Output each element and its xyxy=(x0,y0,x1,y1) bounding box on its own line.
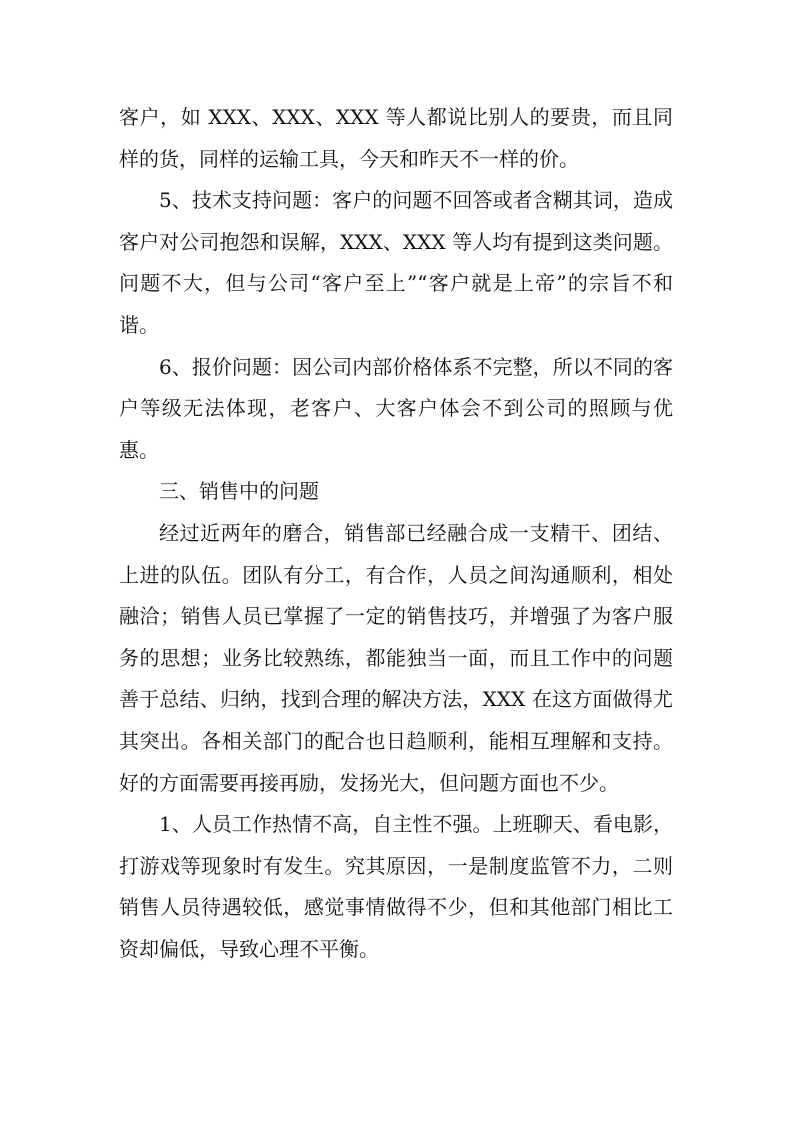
paragraph-staff-motivation-issue: 1、人员工作热情不高，自主性不强。上班聊天、看电影，打游戏等现象时有发生。究其原因，一是制度监管不力，二则销售人员待遇较低，感觉事情做得不少，但和其他部门相比工资却偏低，导致心理不平衡。 xyxy=(119,812,673,961)
paragraph-quotation-issue: 6、报价问题：因公司内部价格体系不完整，所以不同的客户等级无法体现，老客户、大客户体会不到公司的照顾与优惠。 xyxy=(119,354,673,462)
paragraph-sales-team-overview: 经过近两年的磨合，销售部已经融合成一支精干、团结、上进的队伍。团队有分工，有合作，人员之间沟通顺利，相处融洽；销售人员已掌握了一定的销售技巧，并增强了为客户服务的思想；业务比较熟练，都能独当一面，而且工作中的问题善于总结、归纳，找到合理的解决方法，XXX 在这方面做得尤其突出。各相关部门的配合也日趋顺利，能相互理解和支持。好的方面需要再接再励，发扬光大，但问题方面也不少。 xyxy=(119,520,673,795)
document-body xyxy=(119,97,673,970)
paragraph-technical-support-issue: 5、技术支持问题：客户的问题不回答或者含糊其词，造成客户对公司抱怨和误解，XXX、XXX 等人均有提到这类问题。问题不大，但与公司“客户至上”“客户就是上帝”的宗旨不和谐。 xyxy=(119,188,673,337)
paragraph-customer-pricing-complaint: 客户，如 XXX、XXX、XXX 等人都说比别人的要贵，而且同样的货，同样的运输工具，今天和昨天不一样的价。 xyxy=(119,105,673,171)
section-heading-sales-issues: 三、销售中的问题 xyxy=(159,479,319,504)
